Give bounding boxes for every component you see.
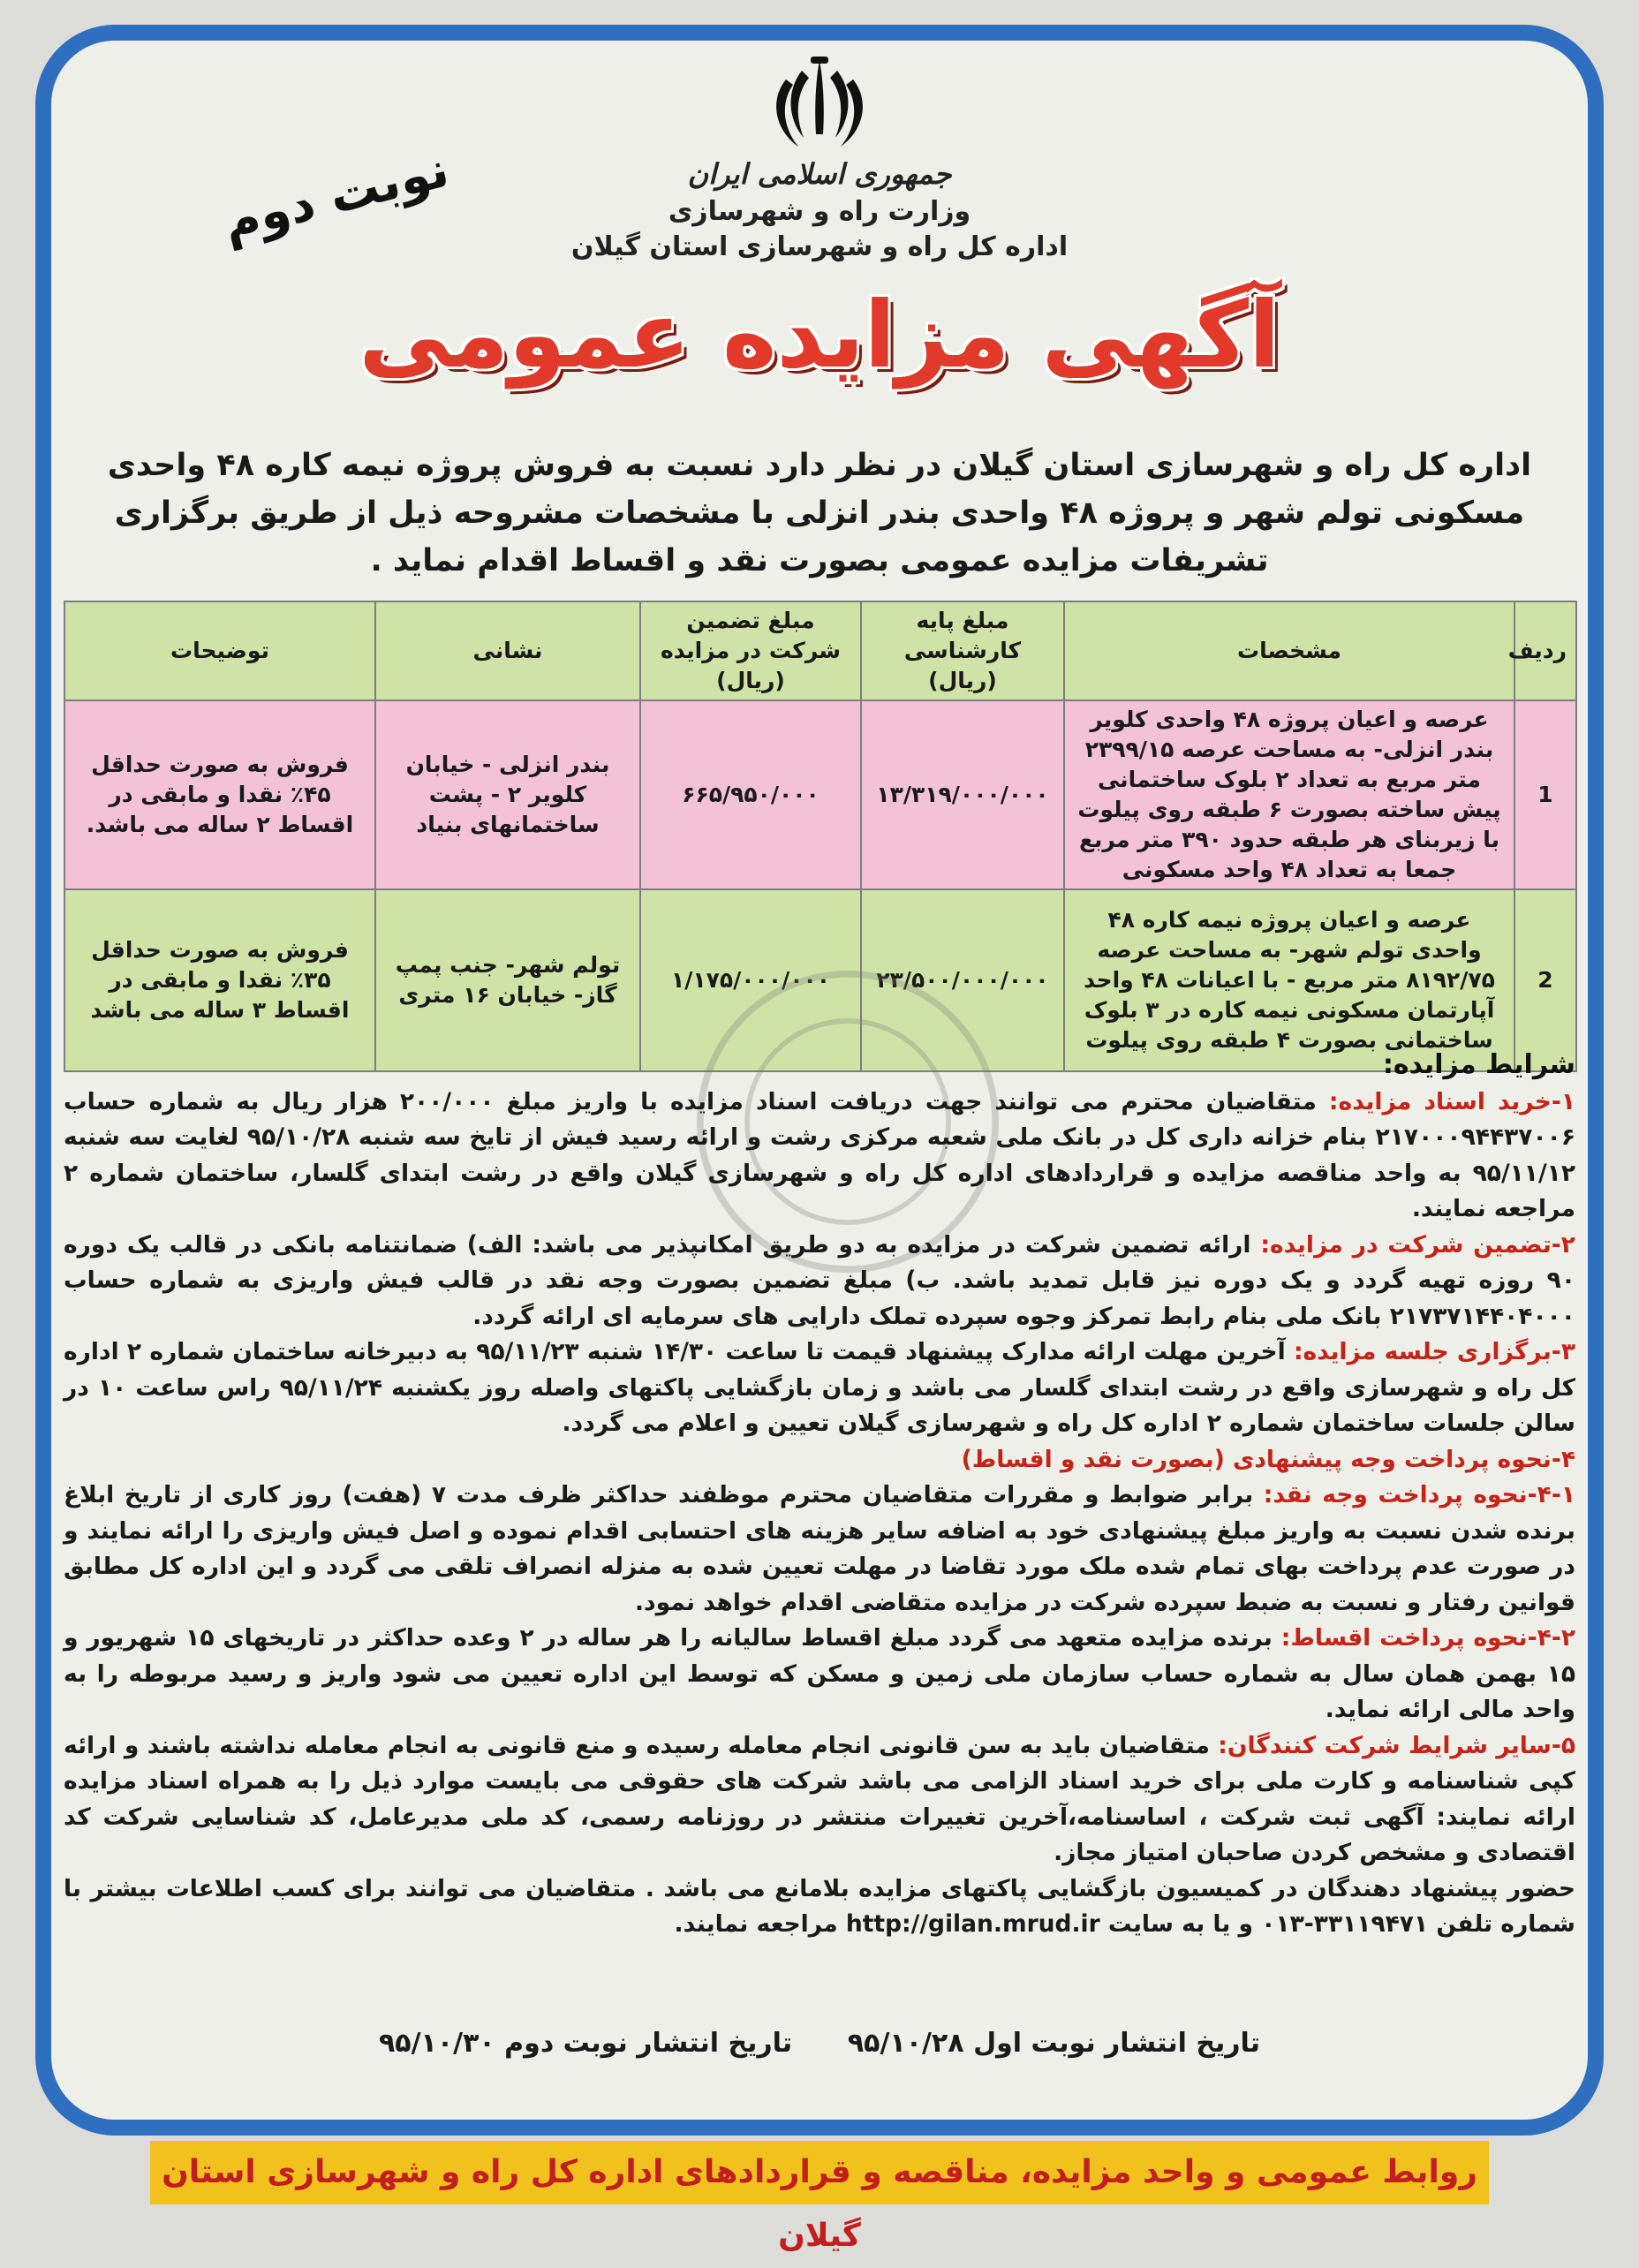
cell-base: ۲۳/۵۰۰/۰۰۰/۰۰۰ <box>861 889 1064 1071</box>
table-row <box>64 700 1576 889</box>
term-2-text: ارائه تضمین شرکت در مزایده به دو طریق امکانپذیر می باشد: الف) ضمانتنامه بانکی در قالب یک دوره ۹۰ روزه تهیه گردد و یک دوره نیز قابل تمدید باشد. ب) مبلغ تضمین بصورت وجه نقد در قالب فیش واریزی به شماره حساب ۲۱۷۳۷۱۴۴۰۴۰۰۰ بانک ملی بنام رابط تمرکز وجوه سپرده تملک دارایی های سرمایه ای ارائه گردد. <box>64 1230 1575 1330</box>
cell-base: ۱۳/۳۱۹/۰۰۰/۰۰۰ <box>861 700 1064 889</box>
closing-note: حضور پیشنهاد دهندگان در کمیسیون بازگشایی پاکتهای مزایده بلامانع می باشد . متقاضیان می توانند برای کسب اطلاعات بیشتر با شماره تلفن ۳۳۱۱۹۴۷۱-۰۱۳ و یا به سایت http://gilan.mrud.ir مراجعه نمایند. <box>64 1874 1575 1938</box>
term-4-1-title: ۴-۱-نحوه پرداخت وجه نقد: <box>1263 1481 1575 1508</box>
term-4 <box>64 1442 1575 1478</box>
first-publish-date: تاریخ انتشار نوبت اول ۹۵/۱۰/۲۸ <box>847 2028 1261 2059</box>
round-stamp: نوبت دوم <box>217 140 455 253</box>
term-2 <box>64 1228 1575 1335</box>
cell-spec: عرصه و اعیان پروژه نیمه کاره ۴۸ واحدی تولم شهر- به مساحت عرصه ۸۱۹۲/۷۵ متر مربع - با اعیانات ۴۸ واحد آپارتمان مسکونی نیمه کاره در ۳ بلوک ساختمانی بصورت ۴ طبقه روی پیلوت <box>1064 889 1514 1071</box>
cell-deposit: ۶۶۵/۹۵۰/۰۰۰ <box>640 700 861 889</box>
term-4-1-text: برابر ضوابط و مقررات متقاضیان محترم موظفند حداکثر ظرف مدت ۷ (هفت) روز کاری از تاریخ ابلاغ برنده شدن نسبت به واریز مبلغ پیشنهادی خود به اضافه سایر هزینه های احتسابی اقدام نموده و اصل فیش واریزی را ارائه نمایند و در صورت عدم پرداخت بهای تمام شده ملک مورد تقاضا در مهلت تعیین شده به منزله انصراف تلقی می گردد و این اداره کل مطابق قوانین رفتار و نسبت به ضبط سپرده شرکت در مزایده متقاضی اقدام خواهد نمود. <box>64 1481 1575 1616</box>
cell-spec: عرصه و اعیان پروژه ۴۸ واحدی کلویر بندر انزلی- به مساحت عرصه ۲۳۹۹/۱۵ متر مربع به تعداد ۲ بلوک ساختمانی پیش ساخته بصورت ۶ طبقه روی پیلوت با زیربنای هر طبقه حدود ۳۹۰ متر مربع جمعا به تعداد ۴۸ واحد مسکونی <box>1064 700 1514 889</box>
terms-heading: شرایط مزایده: <box>1382 1049 1575 1080</box>
term-1 <box>64 1085 1575 1228</box>
cell-deposit: ۱/۱۷۵/۰۰۰/۰۰۰ <box>640 889 861 1071</box>
iran-emblem-icon <box>763 53 876 159</box>
term-3 <box>64 1334 1575 1442</box>
term-3-title: ۳-برگزاری جلسه مزایده: <box>1293 1338 1575 1365</box>
page-title: آگهی مزایده عمومی <box>359 281 1280 389</box>
republic-name: جمهوری اسلامی ایران <box>687 157 952 191</box>
table-header-row <box>64 601 1576 700</box>
term-4-2-text: برنده مزایده متعهد می گردد مبلغ اقساط سالیانه را هر ساله در ۲ وعده حداکثر در تاریخهای ۱۵ شهریور و ۱۵ بهمن همان سال به شماره حساب سازمان ملی زمین و مسکن که توسط این اداره تعیین می شود واریز و رسید مربوطه را به واحد مالی ارائه نماید. <box>64 1624 1575 1723</box>
term-5-title: ۵-سایر شرایط شرکت کنندگان: <box>1218 1731 1575 1759</box>
term-5-text: متقاضیان باید به سن قانونی انجام معامله رسیده و منع قانونی به انجام معامله نداشته باشند و ارائه کپی شناسنامه و کارت ملی برای خرید اسناد الزامی می باشد شرکت های حقوقی می بایست موارد ذیل را به همراه اسناد مزایده ارائه نمایند: آگهی ثبت شرکت ، اساسنامه،آخرین تغییرات منتشر در روزنامه رسمی، کد ملی مدیرعامل، کد شناسایی شرکت کد اقتصادی و مشخص کردن صاحبان امتیاز مجاز. <box>64 1731 1575 1866</box>
cell-row: 1 <box>1514 700 1576 889</box>
col-base: مبلغ پایه کارشناسی (ریال) <box>861 601 1064 700</box>
footer-banner: روابط عمومی و واحد مزایده، مناقصه و قراردادهای اداره کل راه و شهرسازی استان گیلان <box>150 2141 1489 2204</box>
col-spec: مشخصات <box>1064 601 1514 700</box>
term-2-title: ۲-تضمین شرکت در مزایده: <box>1260 1230 1575 1259</box>
term-5 <box>64 1728 1575 1871</box>
cell-notes: فروش به صورت حداقل ۴۵٪ نقدا و مابقی در اقساط ۲ ساله می باشد. <box>64 700 375 889</box>
term-3-text: آخرین مهلت ارائه مدارک پیشنهاد قیمت تا ساعت ۱۴/۳۰ شنبه ۹۵/۱۱/۲۳ به دبیرخانه ساختمان شماره ۲ اداره کل راه و شهرسازی واقع در رشت ابتدای گلسار می باشد و زمان بازگشایی پاکتهای واصله روز یکشنبه ۹۵/۱۱/۲۴ راس ساعت ۱۰ در سالن جلسات ساختمان شماره ۲ اداره کل راه و شهرسازی گیلان تعیین و اعلام می گردد. <box>64 1338 1576 1437</box>
second-publish-date: تاریخ انتشار نوبت دوم ۹۵/۱۰/۳۰ <box>378 2028 793 2059</box>
publish-dates <box>64 2028 1575 2059</box>
col-deposit: مبلغ تضمین شرکت در مزایده (ریال) <box>640 601 861 700</box>
cell-address: تولم شهر- جنب پمپ گاز- خیابان ۱۶ متری <box>375 889 640 1071</box>
term-1-title: ۱-خرید اسناد مزایده: <box>1328 1087 1576 1115</box>
term-4-1 <box>64 1478 1575 1621</box>
term-1-text: متقاضیان محترم می توانند جهت دریافت اسناد مزایده با واریز مبلغ ۲۰۰/۰۰۰ هزار ریال به شماره حساب ۲۱۷۰۰۰۹۴۴۳۷۰۰۶ بنام خزانه داری کل در بانک ملی شعبه مرکزی رشت و ارائه رسید فیش از تایخ سه شنبه ۹۵/۱۰/۲۸ لغایت سه شنبه ۹۵/۱۱/۱۲ به واحد مناقصه مزایده و قراردادهای اداره کل راه و شهرسازی گیلان واقع در رشت ابتدای گلسار، ساختمان شماره ۲ مراجعه نمایند. <box>64 1087 1575 1222</box>
term-4-2-title: ۴-۲-نحوه پرداخت اقساط: <box>1280 1624 1575 1652</box>
col-notes: توضیحات <box>64 601 375 700</box>
intro-paragraph: اداره کل راه و شهرسازی استان گیلان در نظر دارد نسبت به فروش پروژه نیمه کاره ۴۸ واحدی مسکونی تولم شهر و پروژه ۴۸ واحدی بندر انزلی با مشخصات مشروحه ذیل از طریق برگزاری تشریفات مزایده عمومی بصورت نقد و اقساط اقدام نماید . <box>107 448 1532 578</box>
terms-section <box>64 1047 1575 1943</box>
term-4-2 <box>64 1621 1575 1728</box>
col-address: نشانی <box>375 601 640 700</box>
col-row: ردیف <box>1514 601 1576 700</box>
cell-row: 2 <box>1514 889 1576 1071</box>
cell-notes: فروش به صورت حداقل ۳۵٪ نقدا و مابقی در اقساط ۳ ساله می باشد <box>64 889 375 1071</box>
term-4-title: ۴-نحوه پرداخت وجه پیشنهادی (بصورت نقد و اقساط) <box>961 1445 1575 1473</box>
ministry-name: وزارت راه و شهرسازی <box>668 196 971 227</box>
department-name: اداره کل راه و شهرسازی استان گیلان <box>570 231 1069 262</box>
cell-address: بندر انزلی - خیابان کلویر ۲ - پشت ساختمانهای بنیاد <box>375 700 640 889</box>
